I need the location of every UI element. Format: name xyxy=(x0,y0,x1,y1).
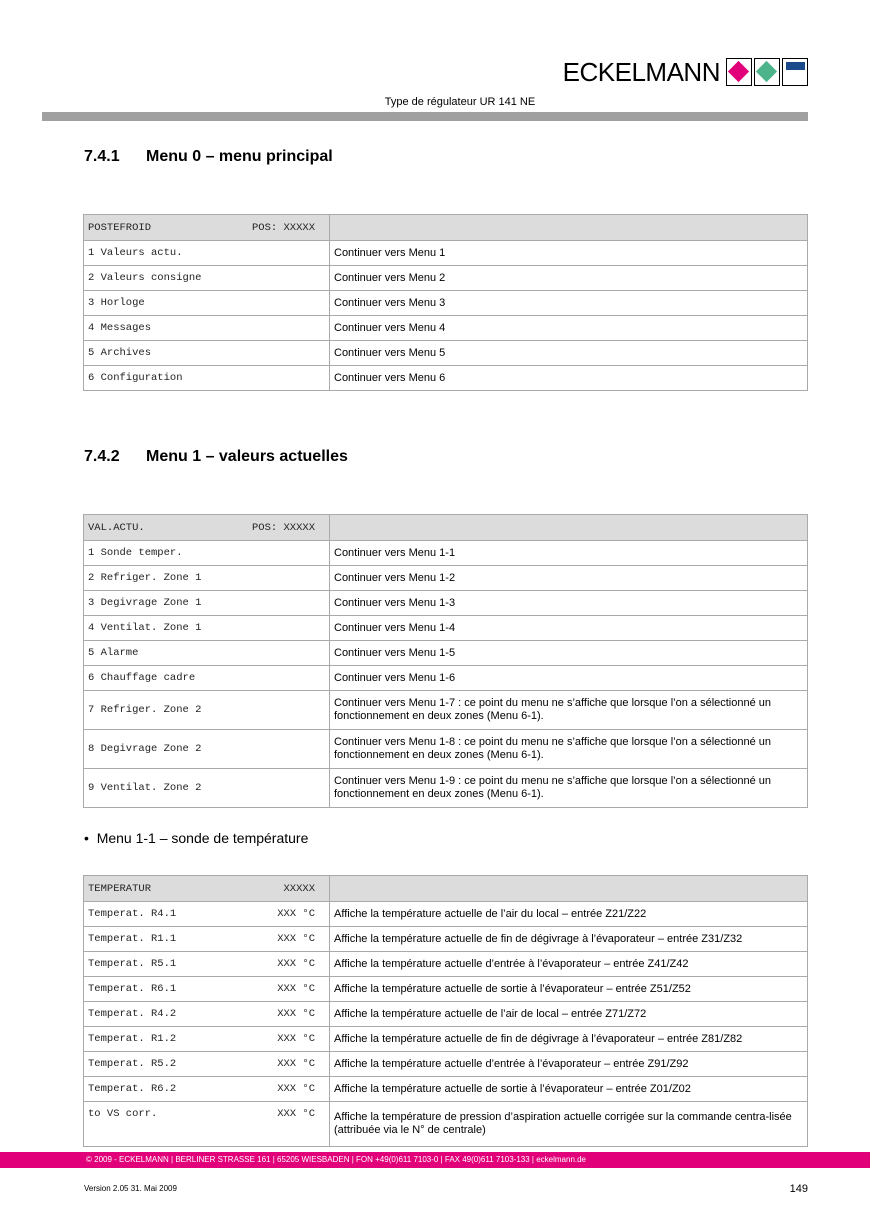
sensor-value: XXX °C xyxy=(277,983,315,995)
table-row xyxy=(84,769,808,808)
sensor-description: Affiche la température actuelle de sortie à l’évaporateur – entrée Z01/Z02 xyxy=(330,1077,808,1102)
display-title: VAL.ACTU. xyxy=(88,521,145,534)
sensor-value: XXX °C xyxy=(277,958,315,970)
menu-description: Continuer vers Menu 6 xyxy=(330,366,808,391)
section-number: 7.4.1 xyxy=(84,148,120,165)
menu-item: 8 Degivrage Zone 2 xyxy=(84,730,330,769)
table-row xyxy=(84,366,808,391)
sensor-label: Temperat. R4.1 xyxy=(88,908,177,920)
menu-description: Continuer vers Menu 4 xyxy=(330,316,808,341)
section-title: Menu 1 – valeurs actuelles xyxy=(146,448,348,465)
sensor-value: XXX °C xyxy=(277,1033,315,1045)
sensor-cell xyxy=(84,1027,330,1052)
menu-description: Continuer vers Menu 1-3 xyxy=(330,591,808,616)
menu-description: Continuer vers Menu 2 xyxy=(330,266,808,291)
menu-item: 1 Sonde temper. xyxy=(84,541,330,566)
sensor-description: Affiche la température actuelle de fin de dégivrage à l’évaporateur – entrée Z31/Z32 xyxy=(330,927,808,952)
bullet-text: Menu 1-1 – sonde de température xyxy=(96,830,309,846)
menu-item: 7 Refriger. Zone 2 xyxy=(84,691,330,730)
section-heading-7-4-1 xyxy=(84,148,333,166)
sensor-value: XXX °C xyxy=(277,1083,315,1095)
menu-item: 6 Configuration xyxy=(84,366,330,391)
sensor-label: Temperat. R4.2 xyxy=(88,1008,177,1020)
sensor-cell xyxy=(84,927,330,952)
sensor-label: Temperat. R6.1 xyxy=(88,983,177,995)
sensor-value: XXX °C xyxy=(277,908,315,920)
table-row xyxy=(84,691,808,730)
header-cell-empty xyxy=(330,876,808,902)
sensor-value: XXX °C xyxy=(277,1008,315,1020)
display-pos: POS: XXXXX xyxy=(251,521,315,534)
logo-square-magenta xyxy=(726,58,752,86)
table-row xyxy=(84,241,808,266)
sensor-label: Temperat. R6.2 xyxy=(88,1083,177,1095)
table-row xyxy=(84,641,808,666)
table-row xyxy=(84,927,808,952)
sensor-description: Affiche la température actuelle de l’air du local – entrée Z21/Z22 xyxy=(330,902,808,927)
header-cell xyxy=(84,515,330,541)
menu-description: Continuer vers Menu 1-1 xyxy=(330,541,808,566)
header-cell xyxy=(84,215,330,241)
document-subtitle: Type de régulateur UR 141 NE xyxy=(384,96,536,108)
table-row xyxy=(84,977,808,1002)
sensor-value: XXX °C xyxy=(277,1108,315,1120)
sensor-description: Affiche la température actuelle de fin de dégivrage à l’évaporateur – entrée Z81/Z82 xyxy=(330,1027,808,1052)
menu-item: 9 Ventilat. Zone 2 xyxy=(84,769,330,808)
table-row xyxy=(84,591,808,616)
table-header-row xyxy=(84,876,808,902)
sensor-value: XXX °C xyxy=(277,1058,315,1070)
table-row xyxy=(84,566,808,591)
menu-description: Continuer vers Menu 1 xyxy=(330,241,808,266)
sensor-cell xyxy=(84,977,330,1002)
sensor-label: Temperat. R1.1 xyxy=(88,933,177,945)
logo-text: ECKELMANN xyxy=(562,57,720,87)
logo-square-blue xyxy=(782,58,808,86)
menu-description: Continuer vers Menu 3 xyxy=(330,291,808,316)
sensor-cell xyxy=(84,952,330,977)
sensor-label: Temperat. R5.2 xyxy=(88,1058,177,1070)
display-title: TEMPERATUR xyxy=(88,882,152,895)
menu-item: 5 Alarme xyxy=(84,641,330,666)
table-row xyxy=(84,902,808,927)
table-row xyxy=(84,316,808,341)
temperature-table xyxy=(83,875,808,1147)
display-pos: XXXXX xyxy=(283,882,315,895)
sensor-cell xyxy=(84,1102,330,1147)
table-row xyxy=(84,666,808,691)
logo-squares xyxy=(726,58,808,86)
bullet-heading: • Menu 1-1 – sonde de température xyxy=(84,830,309,846)
table-row xyxy=(84,952,808,977)
table-row xyxy=(84,291,808,316)
sensor-description: Affiche la température actuelle de l’air de local – entrée Z71/Z72 xyxy=(330,1002,808,1027)
header-cell xyxy=(84,876,330,902)
sensor-description: Affiche la température actuelle d’entrée à l’évaporateur – entrée Z41/Z42 xyxy=(330,952,808,977)
table-row xyxy=(84,1002,808,1027)
table-row xyxy=(84,1052,808,1077)
menu-description: Continuer vers Menu 1-5 xyxy=(330,641,808,666)
menu-description: Continuer vers Menu 5 xyxy=(330,341,808,366)
menu-description: Continuer vers Menu 1-8 : ce point du menu ne s’affiche que lorsque l’on a sélectionné un fonctionnement en deux zones (Menu 6-1). xyxy=(330,730,808,769)
section-heading-7-4-2 xyxy=(84,448,348,466)
sensor-label: to VS corr. xyxy=(88,1108,158,1120)
menu-item: 2 Refriger. Zone 1 xyxy=(84,566,330,591)
menu-description: Continuer vers Menu 1-7 : ce point du menu ne s’affiche que lorsque l’on a sélectionné un fonctionnement en deux zones (Menu 6-1). xyxy=(330,691,808,730)
menu-item: 2 Valeurs consigne xyxy=(84,266,330,291)
menu1-table xyxy=(83,514,808,808)
menu-item: 1 Valeurs actu. xyxy=(84,241,330,266)
menu-item: 4 Messages xyxy=(84,316,330,341)
sensor-description: Affiche la température actuelle d’entrée à l’évaporateur – entrée Z91/Z92 xyxy=(330,1052,808,1077)
table-row xyxy=(84,730,808,769)
sensor-cell xyxy=(84,1002,330,1027)
table-row xyxy=(84,341,808,366)
table-header-row xyxy=(84,215,808,241)
sensor-description: Affiche la température actuelle de sortie à l’évaporateur – entrée Z51/Z52 xyxy=(330,977,808,1002)
section-title: Menu 0 – menu principal xyxy=(146,148,333,165)
sensor-description: Affiche la température de pression d’aspiration actuelle corrigée sur la commande centra-lisée (attribuée via le N° de centrale) xyxy=(330,1102,808,1147)
menu-item: 6 Chauffage cadre xyxy=(84,666,330,691)
table-row xyxy=(84,1102,808,1147)
sensor-cell xyxy=(84,902,330,927)
menu-description: Continuer vers Menu 1-4 xyxy=(330,616,808,641)
sensor-label: Temperat. R1.2 xyxy=(88,1033,177,1045)
sensor-label: Temperat. R5.1 xyxy=(88,958,177,970)
version-info: Version 2.05 31. Mai 2009 xyxy=(84,1184,177,1193)
table-row xyxy=(84,1077,808,1102)
table-row xyxy=(84,1027,808,1052)
table-row xyxy=(84,616,808,641)
header-cell-empty xyxy=(330,215,808,241)
logo-square-green xyxy=(754,58,780,86)
menu-item: 3 Degivrage Zone 1 xyxy=(84,591,330,616)
table-row xyxy=(84,266,808,291)
sensor-cell xyxy=(84,1052,330,1077)
display-title: POSTEFROID xyxy=(88,221,152,234)
table-header-row xyxy=(84,515,808,541)
eckelmann-logo xyxy=(563,58,808,86)
menu-description: Continuer vers Menu 1-9 : ce point du menu ne s’affiche que lorsque l’on a sélectionné un fonctionnement en deux zones (Menu 6-1). xyxy=(330,769,808,808)
header-cell-empty xyxy=(330,515,808,541)
footer-bar: © 2009 - ECKELMANN | BERLINER STRASSE 161 | 65205 WIESBADEN | FON +49(0)611 7103-0 | FAX 49(0)611 7103-133 | eckelmann.de xyxy=(0,1152,870,1168)
menu-item: 5 Archives xyxy=(84,341,330,366)
section-number: 7.4.2 xyxy=(84,448,120,465)
sensor-value: XXX °C xyxy=(277,933,315,945)
menu0-table xyxy=(83,214,808,391)
sensor-cell xyxy=(84,1077,330,1102)
menu-item: 3 Horloge xyxy=(84,291,330,316)
menu-item: 4 Ventilat. Zone 1 xyxy=(84,616,330,641)
header-bar xyxy=(42,112,808,121)
menu-description: Continuer vers Menu 1-6 xyxy=(330,666,808,691)
page-number: 149 xyxy=(789,1183,808,1195)
display-pos: POS: XXXXX xyxy=(251,221,315,234)
menu-description: Continuer vers Menu 1-2 xyxy=(330,566,808,591)
table-row xyxy=(84,541,808,566)
